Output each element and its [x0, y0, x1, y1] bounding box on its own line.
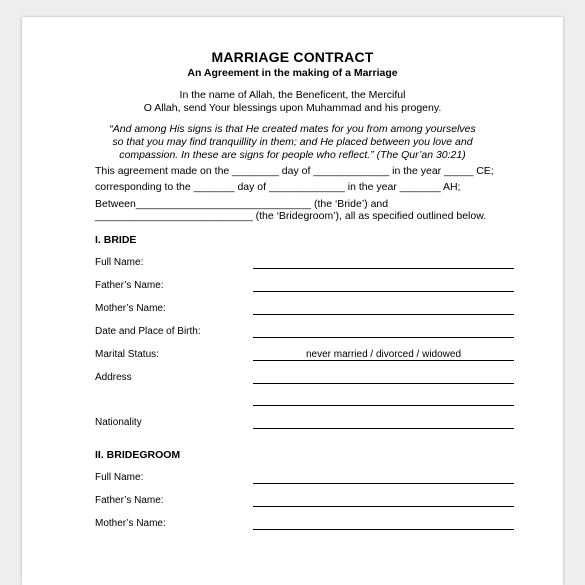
bride-full-name-label: Full Name:: [95, 257, 144, 268]
bride-dob-place-field[interactable]: [253, 337, 514, 338]
bridegroom-fathers-name-label: Father’s Name:: [95, 495, 164, 506]
agreement-line-1: This agreement made on the ________ day of _____________ in the year _____ CE;: [95, 165, 494, 177]
quote-line-3: compassion. In these are signs for people who reflect.” (The Qur’an 30:21): [119, 149, 466, 161]
bride-address-field-line-1[interactable]: [253, 383, 514, 384]
agreement-line-3: Between______________________________ (the ‘Bride’) and: [95, 198, 389, 210]
bride-marital-status-label: Marital Status:: [95, 349, 159, 360]
document-subtitle: An Agreement in the making of a Marriage: [187, 67, 398, 79]
bride-marital-status-options[interactable]: never married / divorced / widowed: [305, 349, 462, 360]
bride-address-label: Address: [95, 372, 132, 383]
bride-full-name-field[interactable]: [253, 268, 514, 269]
bridegroom-mothers-name-label: Mother’s Name:: [95, 518, 166, 529]
quote-line-2: so that you may find tranquillity in them; and He placed between you love and: [112, 136, 473, 148]
invocation-line-1: In the name of Allah, the Beneficent, the Merciful: [179, 89, 406, 101]
bride-marital-status-field[interactable]: [253, 360, 514, 361]
invocation-line-2: O Allah, send Your blessings upon Muhammad and his progeny.: [143, 102, 442, 114]
document-page: [22, 17, 563, 585]
bride-nationality-label: Nationality: [95, 417, 142, 428]
document-title: MARRIAGE CONTRACT: [211, 49, 374, 65]
bridegroom-full-name-label: Full Name:: [95, 472, 144, 483]
quote-line-1: “And among His signs is that He created mates for you from among yourselves: [109, 123, 476, 135]
bridegroom-heading: II. BRIDEGROOM: [95, 449, 181, 461]
agreement-line-2: corresponding to the _______ day of _____________ in the year _______ AH;: [95, 181, 461, 193]
bride-nationality-field[interactable]: [253, 428, 514, 429]
bride-fathers-name-label: Father’s Name:: [95, 280, 164, 291]
bride-dob-place-label: Date and Place of Birth:: [95, 326, 201, 337]
bride-heading: I. BRIDE: [95, 234, 137, 246]
bridegroom-mothers-name-field[interactable]: [253, 529, 514, 530]
agreement-line-4: ___________________________ (the ‘Bridegroom’), all as specified outlined below.: [95, 210, 487, 222]
bridegroom-fathers-name-field[interactable]: [253, 506, 514, 507]
bridegroom-full-name-field[interactable]: [253, 483, 514, 484]
bride-mothers-name-label: Mother’s Name:: [95, 303, 166, 314]
bride-address-field-line-2[interactable]: [253, 405, 514, 406]
bride-mothers-name-field[interactable]: [253, 314, 514, 315]
bride-fathers-name-field[interactable]: [253, 291, 514, 292]
